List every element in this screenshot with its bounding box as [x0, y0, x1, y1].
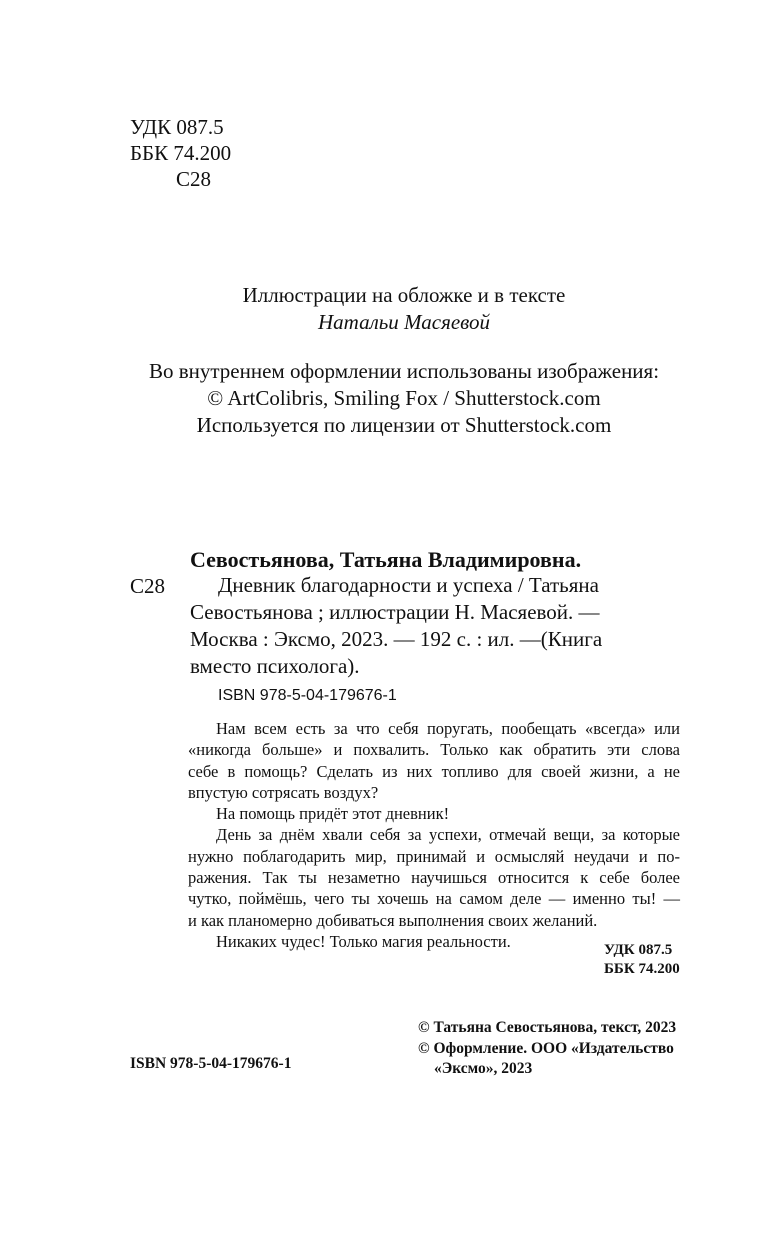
isbn-description: ISBN 978-5-04-179676-1	[218, 687, 397, 704]
udk-code: УДК 087.5	[130, 115, 224, 139]
annotation-line: нужно поблагодарить мир, принимай и осмысляй неудачи и по-	[188, 846, 680, 866]
annotation-line: себе в помощь? Сделать из них топливо для своей жизни, а не	[188, 761, 680, 781]
bibliographic-line: Севостьянова ; иллюстрации Н. Масяевой. —	[190, 600, 600, 624]
isbn-bottom: ISBN 978-5-04-179676-1	[130, 1055, 292, 1072]
illustrations-line: Иллюстрации на обложке и в тексте	[242, 283, 566, 307]
annotation-line: впустую сотрясать воздух?	[188, 782, 379, 802]
bibliographic-author: Севостьянова, Татьяна Владимировна.	[190, 547, 582, 572]
bibliographic-mark: С28	[130, 574, 166, 598]
images-credit-line-3: Используется по лицензии от Shutterstock.com	[196, 413, 612, 437]
udk-block-top	[130, 114, 231, 192]
copyright-text: © Татьяна Севостьянова, текст, 2023	[418, 1019, 677, 1036]
annotation-line: «никогда больше» и похвалить. Только как обратить эти слова	[188, 740, 680, 760]
annotation-line: На помощь придёт этот дневник!	[216, 804, 450, 824]
annotation-line: и как планомерно добиваться выполнения своих желаний.	[188, 910, 598, 930]
annotation-line: Нам всем есть за что себя поругать, пообещать «всегда» или	[216, 719, 680, 738]
annotation-line: чутко, поймёшь, чего ты хочешь на самом деле — именно ты! —	[188, 889, 680, 909]
copyright-design: © Оформление. ООО «Издательство	[418, 1039, 674, 1057]
bbk-code-bottom: ББК 74.200	[604, 961, 680, 977]
images-credit	[0, 358, 768, 439]
illustrator-name: Натальи Масяевой	[318, 310, 490, 334]
udk-code-bottom: УДК 087.5	[604, 942, 673, 958]
images-credit-line-1: Во внутреннем оформлении использованы изображения:	[148, 359, 660, 383]
illustrations-credit	[0, 282, 768, 336]
copyright-design-cont: «Эксмо», 2023	[434, 1060, 533, 1077]
copyright-block	[418, 1018, 676, 1080]
bibliographic-description	[190, 572, 678, 680]
annotation-line: День за днём хвали себя за успехи, отмечай вещи, за которые	[216, 825, 680, 845]
bibliographic-line: Дневник благодарности и успеха / Татьяна	[218, 573, 599, 597]
bibliographic-line: Москва : Эксмо, 2023. — 192 с. : ил. —(Книга	[190, 627, 603, 651]
bibliographic-line: вместо психолога).	[190, 654, 360, 678]
annotation-line: ражения. Так ты незаметно научишься относится к себе более	[188, 868, 680, 888]
annotation	[188, 718, 680, 952]
bbk-code: ББК 74.200	[130, 141, 232, 165]
images-credit-line-2: © ArtColibris, Smiling Fox / Shutterstock.com	[207, 386, 601, 410]
udk-block-bottom	[604, 941, 680, 979]
author-mark: С28	[176, 167, 212, 191]
annotation-line: Никаких чудес! Только магия реальности.	[216, 931, 511, 951]
